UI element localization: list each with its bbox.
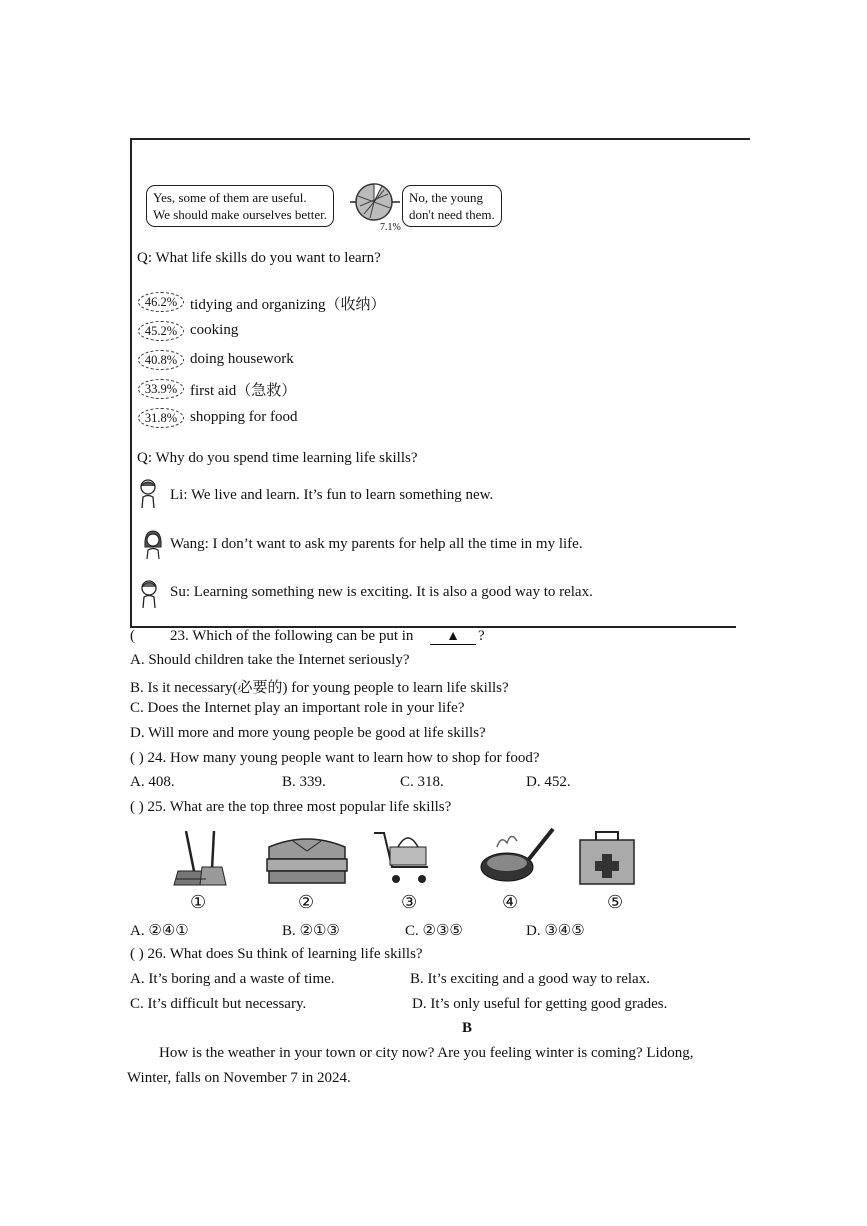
speech-bubble-right [402, 185, 502, 227]
skill-label: cooking [190, 322, 239, 338]
answer-su: Su: Learning something new is exciting. It is also a good way to relax. [170, 584, 593, 600]
answer-li: Li: We live and learn. It’s fun to learn something new. [170, 487, 494, 503]
q23-blank [430, 630, 476, 645]
answer-wang: Wang: I don’t want to ask my parents for help all the time in my life. [170, 536, 583, 552]
skill-percent: 46.2% [138, 292, 184, 312]
skill-label: first aid（急救） [190, 383, 297, 399]
q26-option-c: C. It’s difficult but necessary. [130, 996, 307, 1012]
skill-percent: 33.9% [138, 379, 184, 399]
speech-bubble-left [146, 185, 334, 227]
bubble-right-line1: No, the young [409, 190, 484, 205]
section-b-paragraph-line2: Winter, falls on November 7 in 2024. [127, 1070, 351, 1086]
q26-option-a: A. It’s boring and a waste of time. [130, 971, 335, 987]
girl-avatar-icon [143, 529, 163, 559]
question-skills: Q: What life skills do you want to learn? [137, 250, 381, 266]
skill-percent: 31.8% [138, 408, 184, 428]
pie-percent-label: 7.1% [380, 222, 401, 233]
pic-label-5: ⑤ [607, 892, 624, 913]
box-border-extension [734, 138, 750, 140]
q26-stem: ( ) 26. What does Su think of learning life skills? [130, 946, 423, 962]
skill-label: tidying and organizing（收纳） [190, 297, 386, 313]
q23-option-b: B. Is it necessary(必要的) for young people to learn life skills? [130, 680, 509, 696]
bubble-right-line2: don't need them. [409, 207, 495, 222]
skill-percent: 40.8% [138, 350, 184, 370]
question-why: Q: Why do you spend time learning life skills? [137, 450, 418, 466]
q24-option-a: A. 408. [130, 774, 175, 790]
q24-option-c: C. 318. [400, 774, 444, 790]
pic-label-2: ② [298, 892, 315, 913]
q23-stem: 23. Which of the following can be put in [170, 628, 414, 644]
pie-chart-icon [350, 182, 400, 226]
triangle-mark: ▲ [446, 629, 460, 644]
q25-option-d: D. ③④⑤ [526, 923, 585, 939]
q25-option-a: A. ②④① [130, 923, 189, 939]
q23-paren: ( [130, 628, 135, 644]
q25-option-c: C. ②③⑤ [405, 923, 463, 939]
q26-option-d: D. It’s only useful for getting good grades. [412, 996, 668, 1012]
q23-option-c: C. Does the Internet play an important role in your life? [130, 700, 465, 716]
skill-label: doing housework [190, 351, 294, 367]
shopping-cart-icon [372, 827, 438, 889]
q25-option-b: B. ②①③ [282, 923, 340, 939]
frying-pan-icon [477, 825, 555, 889]
q26-option-b: B. It’s exciting and a good way to relax. [410, 971, 650, 987]
section-b-paragraph-line1: How is the weather in your town or city now? Are you feeling winter is coming? Lidong, [159, 1045, 694, 1061]
folded-clothes-icon [263, 827, 351, 887]
section-b-heading: B [462, 1020, 473, 1036]
bubble-left-line1: Yes, some of them are useful. [153, 190, 307, 205]
pic-label-1: ① [190, 892, 207, 913]
q23-option-d: D. Will more and more young people be good at life skills? [130, 725, 486, 741]
boy-avatar-icon [138, 478, 158, 508]
q23-option-a: A. Should children take the Internet seriously? [130, 652, 410, 668]
girl-avatar-icon [139, 578, 159, 608]
pic-label-4: ④ [502, 892, 519, 913]
q24-option-b: B. 339. [282, 774, 326, 790]
q24-option-d: D. 452. [526, 774, 571, 790]
pic-label-3: ③ [401, 892, 418, 913]
q23-qmark: ? [478, 628, 485, 644]
bubble-left-line2: We should make ourselves better. [153, 207, 328, 222]
q24-stem: ( ) 24. How many young people want to learn how to shop for food? [130, 750, 540, 766]
q25-stem: ( ) 25. What are the top three most popular life skills? [130, 799, 452, 815]
skill-label: shopping for food [190, 409, 298, 425]
mop-icon [168, 827, 230, 889]
first-aid-kit-icon [576, 828, 638, 888]
skill-percent: 45.2% [138, 321, 184, 341]
